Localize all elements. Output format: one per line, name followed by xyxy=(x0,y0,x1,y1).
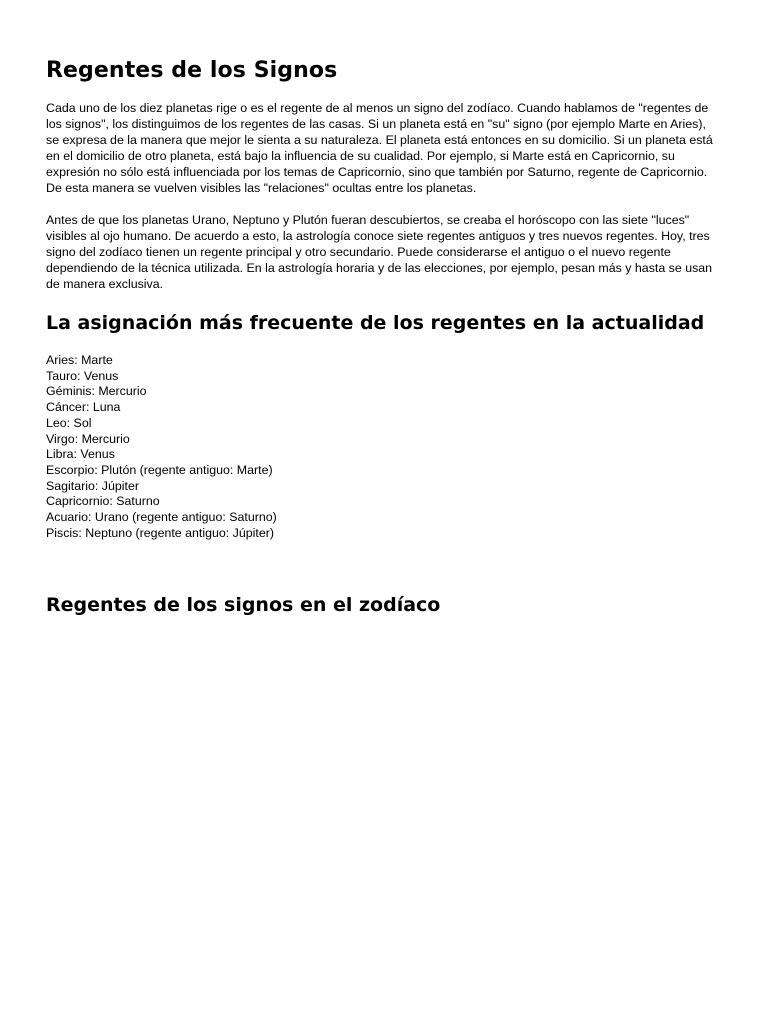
list-item: Géminis: Mercurio xyxy=(46,384,147,399)
history-paragraph: Antes de que los planetas Urano, Neptuno y Plutón fueran descubiertos, se creaba el horóscopo con las siete "luces" visibles al ojo humano. De acuerdo a esto, la astrología conoce siete regentes antiguos y tres nuevos regentes. Hoy, tres signo del zodíaco tienen un regente principal y otro secundario. Puede considerarse el antiguo o el nuevo regente dependiendo de la técnica utilizada. En la astrología horaria y de las elecciones, por ejemplo, pesan más y hasta se usan de manera exclusiva. xyxy=(46,213,713,291)
rulers-list xyxy=(46,353,277,541)
list-item: Tauro: Venus xyxy=(46,368,119,383)
list-item: Aries: Marte xyxy=(46,353,113,367)
list-item: Libra: Venus xyxy=(46,447,115,462)
intro-paragraph: Cada uno de los diez planetas rige o es el regente de al menos un signo del zodíaco. Cuando hablamos de "regentes de los signos", los distinguimos de los regentes de las casas. Si un planeta está en "su" signo (por ejemplo Marte en Aries), se expresa de la manera que mejor le sienta a su naturaleza. El planeta está entonces en su domicilio. Si un planeta está en el domicilio de otro planeta, está bajo la influencia de su cualidad. Por ejemplo, si Marte está en Capricornio, su expresión no sólo está influenciada por los temas de Capricornio, sino que también por Saturno, regente de Capricornio. De esta manera se vuelven visibles las "relaciones" ocultas entre los planetas. xyxy=(46,101,713,195)
section-heading-zodiac-rulers: Regentes de los signos en el zodíaco xyxy=(46,594,441,616)
list-item: Capricornio: Saturno xyxy=(46,494,160,509)
page-title: Regentes de los Signos xyxy=(46,58,338,83)
list-item: Escorpio: Plutón (regente antiguo: Marte) xyxy=(46,462,273,477)
list-item: Cáncer: Luna xyxy=(46,400,121,415)
section-heading-current-rulers: La asignación más frecuente de los regentes en la actualidad xyxy=(46,312,705,334)
list-item: Acuario: Urano (regente antiguo: Saturno) xyxy=(46,510,277,525)
list-item: Virgo: Mercurio xyxy=(46,431,130,446)
list-item: Leo: Sol xyxy=(46,415,92,430)
list-item: Sagitario: Júpiter xyxy=(46,478,139,493)
list-item: Piscis: Neptuno (regente antiguo: Júpiter) xyxy=(46,525,274,540)
